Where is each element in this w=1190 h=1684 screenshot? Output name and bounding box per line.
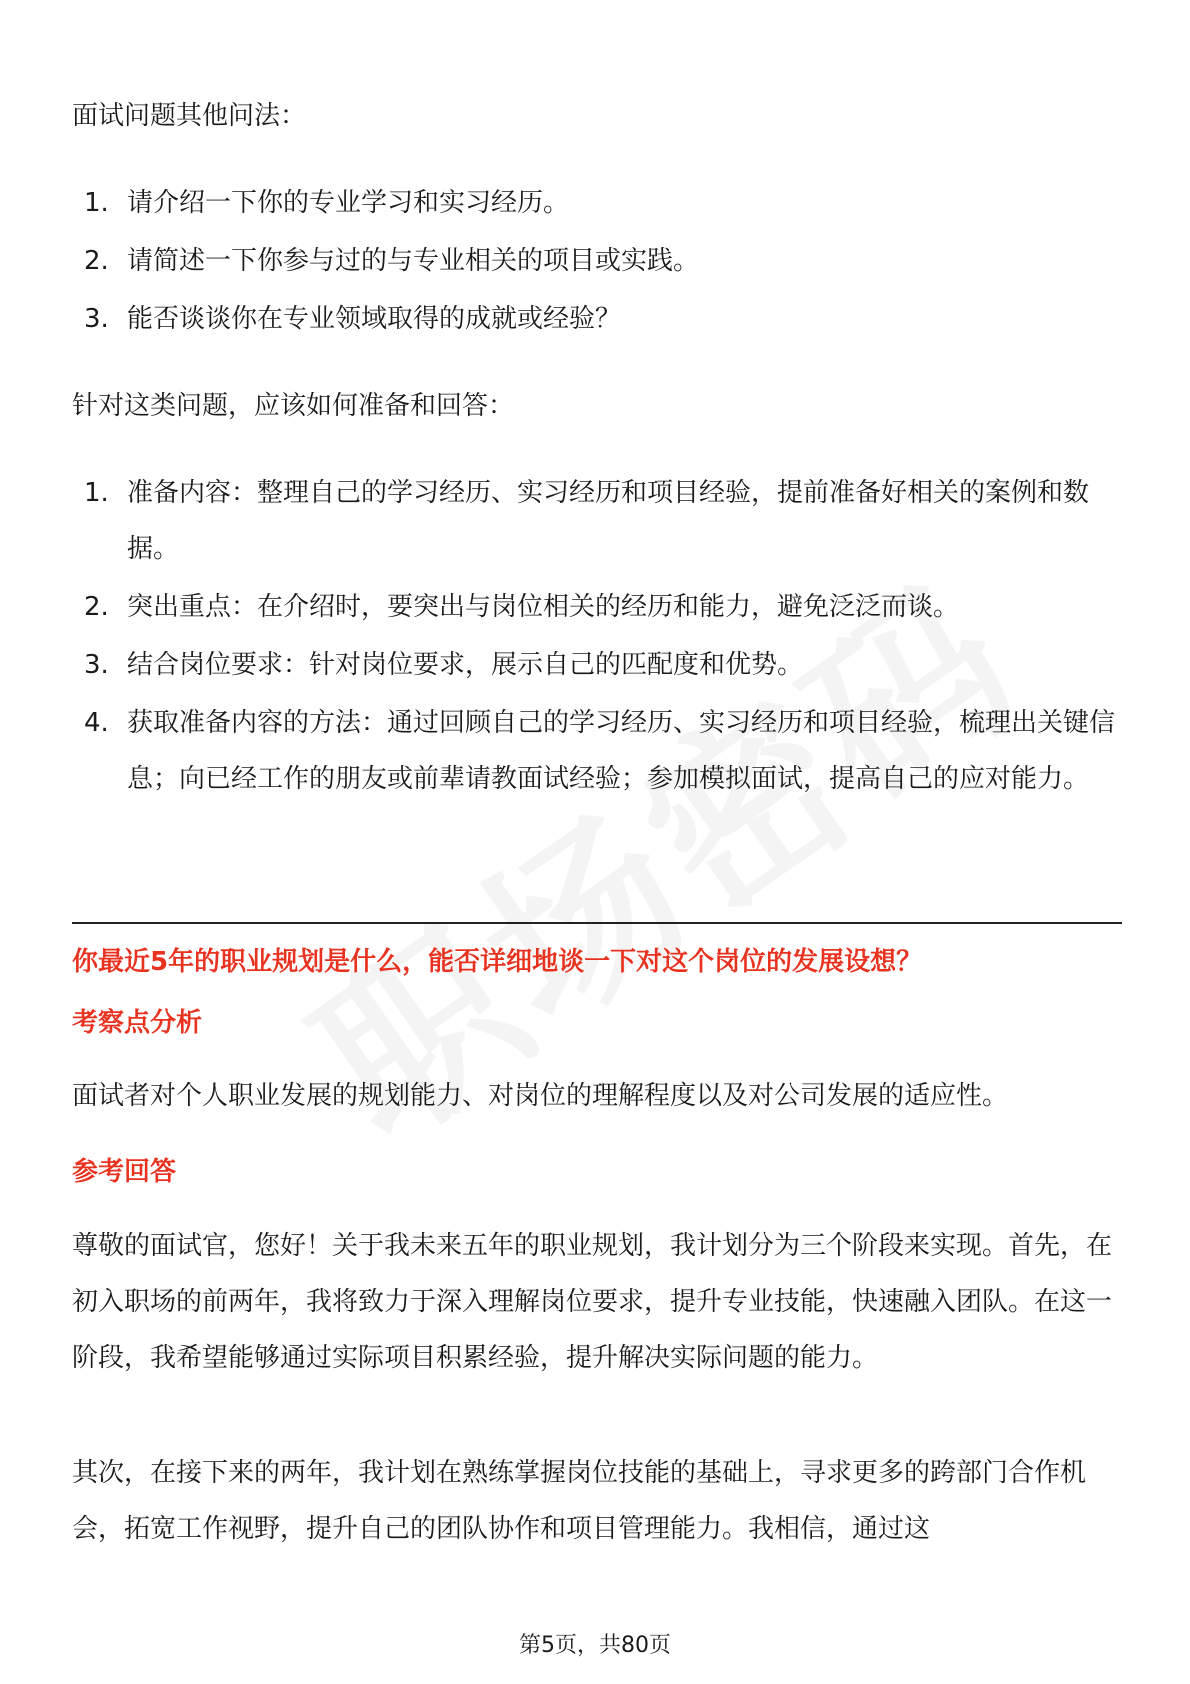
section-divider [72,922,1122,924]
alt-questions-list [72,175,699,349]
list-item: 4. 获取准备内容的方法：通过回顾自己的学习经历、实习经历和项目经验，梳理出关键信息；向已经工作的朋友或前辈请教面试经验；参加模拟面试，提高自己的应对能力。 [84,708,1116,794]
analysis-title: 考察点分析 [72,1008,203,1038]
prep-items-list [72,465,1122,809]
question-heading: 你最近5年的职业规划是什么，能否详细地谈一下对这个岗位的发展设想？ [72,947,923,977]
intro-heading: 面试问题其他问法： [72,101,307,131]
answer-title: 参考回答 [72,1157,177,1187]
page-footer: 第5页，共80页 [519,1633,671,1658]
list-item: 3. 结合岗位要求：针对岗位要求，展示自己的匹配度和优势。 [84,650,804,680]
list-item: 1. 请介绍一下你的专业学习和实习经历。 [84,188,570,218]
answer-paragraph-2: 其次，在接下来的两年，我计划在熟练掌握岗位技能的基础上，寻求更多的跨部门合作机会，拓宽工作视野，提升自己的团队协作和项目管理能力。我相信，通过这 [72,1458,1087,1544]
answer-paragraph-1: 尊敬的面试官，您好！关于我未来五年的职业规划，我计划分为三个阶段来实现。首先，在初入职场的前两年，我将致力于深入理解岗位要求，提升专业技能，快速融入团队。在这一阶段，我希望能够通过实际项目积累经验，提升解决实际问题的能力。 [72,1231,1113,1373]
analysis-text: 面试者对个人职业发展的规划能力、对岗位的理解程度以及对公司发展的适应性。 [72,1081,1009,1111]
list-item: 2. 突出重点：在介绍时，要突出与岗位相关的经历和能力，避免泛泛而谈。 [84,592,960,622]
prep-heading: 针对这类问题，应该如何准备和回答： [72,391,515,421]
list-item: 1. 准备内容：整理自己的学习经历、实习经历和项目经验，提前准备好相关的案例和数据。 [84,478,1090,564]
list-item: 3. 能否谈谈你在专业领域取得的成就或经验？ [84,304,622,334]
list-item: 2. 请简述一下你参与过的与专业相关的项目或实践。 [84,246,700,276]
